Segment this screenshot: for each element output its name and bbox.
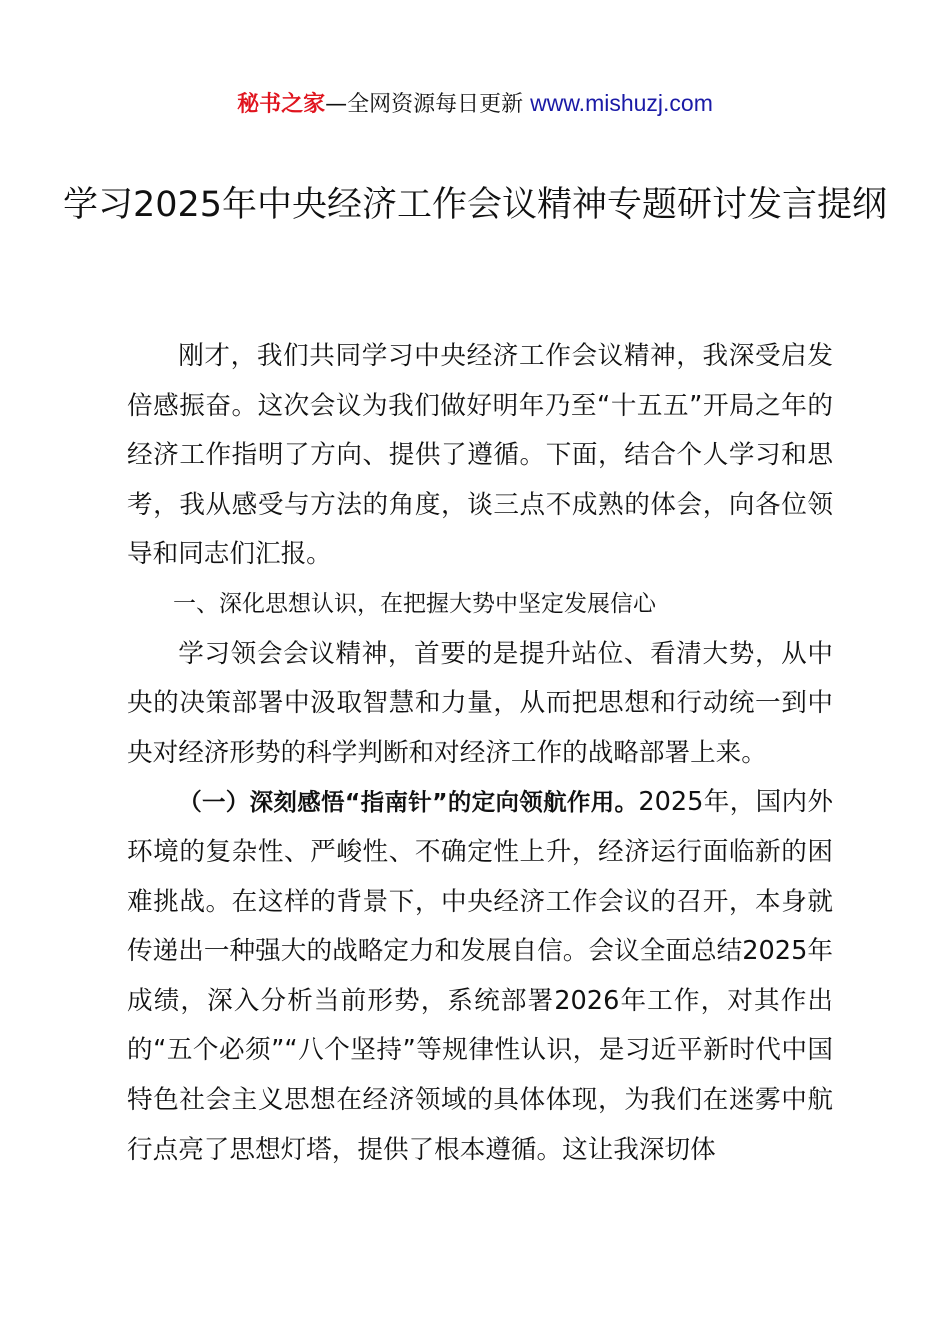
document-body [127, 332, 833, 1175]
site-url-link[interactable]: www.mishuzj.com [530, 90, 713, 116]
subsection-text: 2025年，国内外环境的复杂性、严峻性、不确定性上升，经济运行面临新的困难挑战。在这样的背景下，中央经济工作会议的召开，本身就传递出一种强大的战略定力和发展自信。会议全面总结2025年成绩，深入分析当前形势，系统部署2026年工作，对其作出的“五个必须”“八个坚持”等规律性认识，是习近平新时代中国特色社会主义思想在经济领域的具体体现，为我们在迷雾中航行点亮了思想灯塔，提供了根本遵循。这让我深切体 [127, 787, 833, 1165]
intro-paragraph: 刚才，我们共同学习中央经济工作会议精神，我深受启发倍感振奋。这次会议为我们做好明年乃至“十五五”开局之年的经济工作指明了方向、提供了遵循。下面，结合个人学习和思考，我从感受与方法的角度，谈三点不成熟的体会，向各位领导和同志们汇报。 [127, 341, 833, 570]
section-heading: 一、深化思想认识，在把握大势中坚定发展信心 [173, 590, 656, 617]
brand-name: 秘书之家 [237, 92, 326, 117]
section-intro-paragraph: 学习领会会议精神，首要的是提升站位、看清大势，从中央的决策部署中汲取智慧和力量，从而把思想和行动统一到中央对经济形势的科学判断和对经济工作的战略部署上来。 [127, 638, 833, 768]
subsection-heading: （一）深刻感悟“指南针”的定向领航作用。 [178, 788, 639, 817]
header-tagline: —全网资源每日更新 [325, 92, 531, 117]
subsection-paragraph [127, 778, 833, 1175]
document-title: 学习2025年中央经济工作会议精神专题研讨发言提纲 [62, 185, 888, 225]
site-header [0, 86, 950, 122]
